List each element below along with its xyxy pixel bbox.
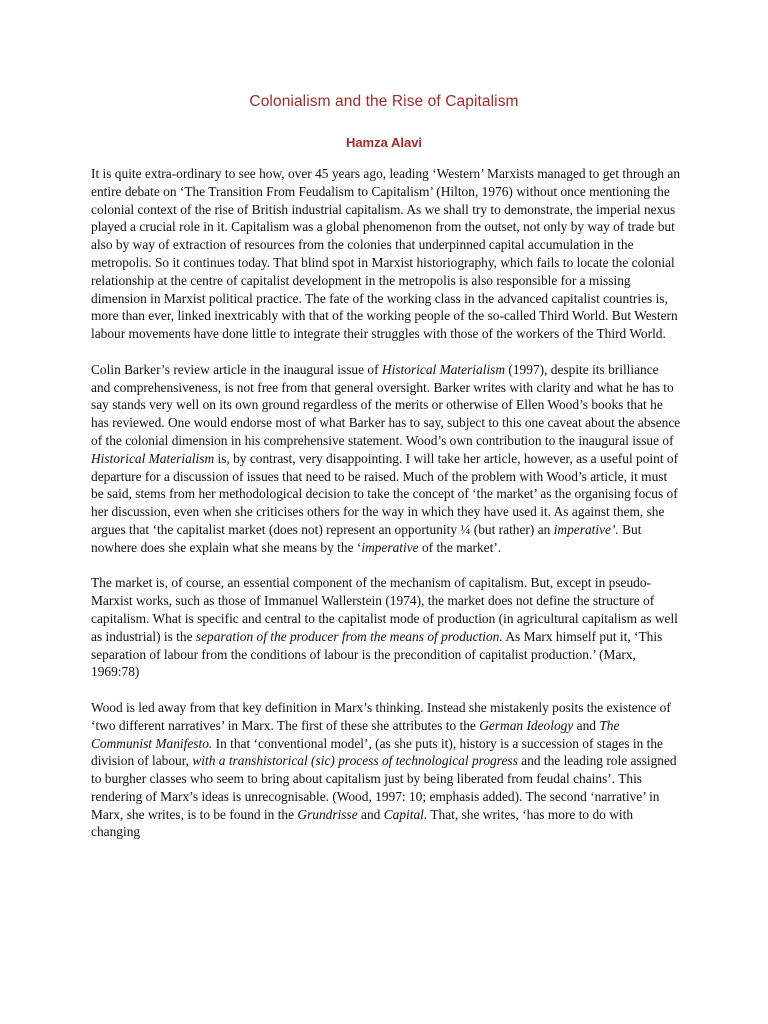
italic-title-communist-manifesto: The Communist Manifesto. xyxy=(91,717,620,751)
italic-title-historical-materialism: Historical Materialism xyxy=(381,361,506,377)
text-run: and xyxy=(573,717,600,733)
text-run: Wood is led away from that key definition in Marx’s thinking. Instead she mistakenly posits the existence of ‘two different narratives’ in Marx. The first of these she attributes to the xyxy=(91,699,671,733)
italic-emphasis-imperative: imperative xyxy=(361,539,419,555)
italic-title-grundrisse: Grundrisse xyxy=(297,806,358,822)
text-run: and the leading role assigned to burgher classes who seem to bring about capitalism just by being liberated from feudal chains’. This rendering of Marx’s ideas is unrecognisable. (Wood, 1997: 10; emphasis added). The second ‘narrative’ in Marx, she writes, is to be found in the xyxy=(91,753,677,822)
text-run: (1997), despite its brilliance and comprehensiveness, is not free from that general oversight. Barker writes with clarity and what he has to say stands very well on its own ground regardless of the merits or otherwise of Ellen Wood’s books that he has reviewed. One would endorse most of what Barker has to say, subject to this one caveat about the absence of the colonial dimension in his comprehensive statement. Wood’s own contribution to the inaugural issue of xyxy=(91,361,681,448)
italic-title-german-ideology: German Ideology xyxy=(479,717,574,733)
italic-title-historical-materialism: Historical Materialism xyxy=(91,450,215,466)
paragraph-2 xyxy=(91,361,681,557)
document-body xyxy=(91,165,681,859)
text-run: and xyxy=(357,806,384,822)
italic-emphasis-imperative: imperative’. xyxy=(553,521,619,537)
paragraph-1: It is quite extra-ordinary to see how, over 45 years ago, leading ‘Western’ Marxists managed to get through an entire debate on ‘The Transition From Feudalism to Capitalism’ (Hilton, 1976) without once mentioning the colonial context of the rise of British industrial capitalism. As we shall try to demonstrate, the imperial nexus played a crucial role in it. Capitalism was a global phenomenon from the outset, not only by way of trade but also by way of extraction of resources from the colonies that underpinned capital accumulation in the metropolis. So it continues today. That blind spot in Marxist historiography, which fails to locate the colonial relationship at the centre of capitalist development in the metropolis is also responsible for a missing dimension in Marxist political practice. The fate of the working class in the advanced capitalist countries is, more than ever, linked inextricably with that of the working people of the so-called Third World. But Western labour movements have done little to integrate their struggles with those of the workers of the Third World. xyxy=(91,166,681,342)
text-run: As Marx himself put it, ‘This separation of labour from the conditions of labour is the precondition of capitalist production.’ (Marx, 1969:78) xyxy=(91,628,663,680)
text-run: is, by contrast, very disappointing. I will take her article, however, as a useful point of departure for a discussion of issues that need to be raised. Much of the problem with Wood’s article, it must be said, stems from her methodological decision to take the concept of ‘the market’ as the organising focus of her discussion, even when she criticises others for the way in which they have used it. As against them, she argues that ‘the capitalist market (does not) represent an opportunity ¼ (but rather) an xyxy=(91,450,679,537)
paragraph-3 xyxy=(91,574,681,681)
text-run: The market is, of course, an essential component of the mechanism of capitalism. But, except in pseudo-Marxist works, such as those of Immanuel Wallerstein (1974), the market does not define the structure of capitalism. What is specific and central to the capitalist mode of production (in agricultural capitalism as well as industrial) is the xyxy=(91,575,678,644)
paragraph-4 xyxy=(91,699,681,841)
text-run: of the market’. xyxy=(418,539,502,555)
text-run: But nowhere does she explain what she means by the ‘ xyxy=(91,521,642,555)
italic-emphasis-transhistorical: with a transhistorical (sic) process of technological progress xyxy=(192,753,518,769)
italic-emphasis-separation: separation of the producer from the means of production. xyxy=(195,628,503,644)
document-author: Hamza Alavi xyxy=(345,135,423,150)
text-run: Colin Barker’s review article in the inaugural issue of xyxy=(91,361,382,377)
text-run: That, she writes, ‘has more to do with changing xyxy=(91,806,634,840)
italic-title-capital: Capital. xyxy=(383,806,428,822)
document-title: Colonialism and the Rise of Capitalism xyxy=(249,93,519,110)
text-run: In that ‘conventional model’, (as she puts it), history is a succession of stages in the division of labour, xyxy=(91,735,663,769)
